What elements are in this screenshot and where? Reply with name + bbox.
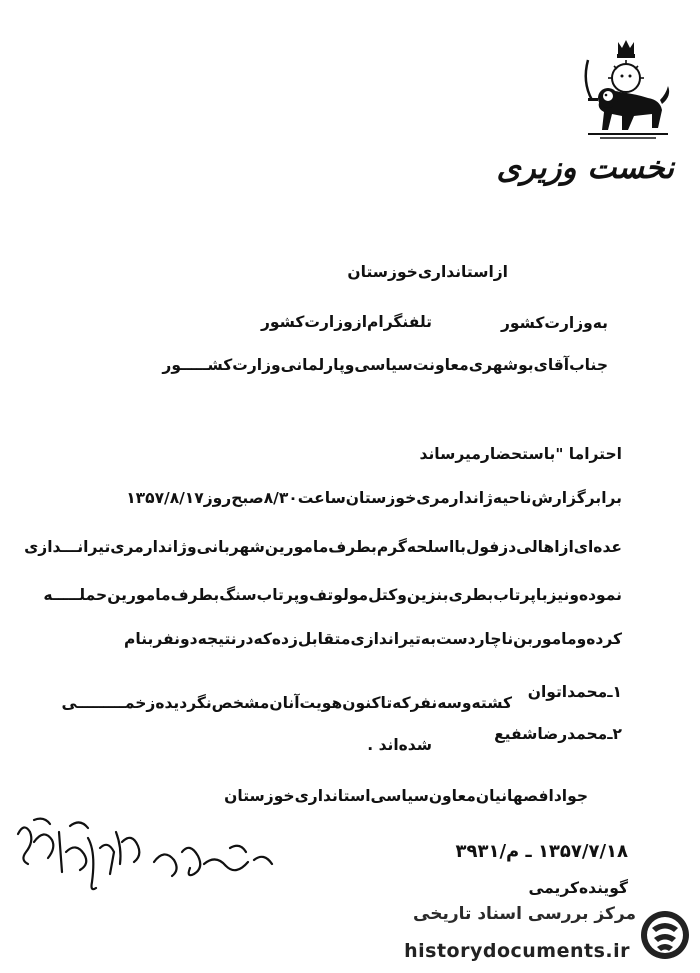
watermark-logo-icon xyxy=(638,908,692,962)
telegram-title: تلفنگرام‌ازوزارت‌کشور xyxy=(261,313,432,331)
recipient-line: جناب‌آقای‌بوشهری‌معاونت‌سیاسی‌وپارلمانی‌وزارت‌کشـــــور xyxy=(162,356,608,374)
watermark-url: historydocuments.ir xyxy=(404,940,630,962)
lion-and-sun-emblem xyxy=(578,38,674,142)
paragraph-line-1: برابرگزارش‌ناحیه‌ژاندارمری‌خوزستان‌ساعت‌۸/۳۰صبح‌روز۱۳۵۷/۸/۱۷ xyxy=(126,489,622,507)
speaker-line: گوینده‌کریمی xyxy=(528,879,628,897)
to-line: به‌وزارت‌کشور xyxy=(500,314,608,332)
paragraph-line-5: کشته‌وسه‌نفرکه‌تاکنون‌هویت‌آنان‌مشخص‌نگردیده‌زخمـــــــــی xyxy=(61,694,512,712)
signatory-line: جوادافصهانیان‌معاون‌سیاسی‌استانداری‌خوزستان xyxy=(224,787,588,805)
from-line: ازاستانداری‌خوزستان xyxy=(347,263,508,281)
name-item-1: ۱ـ‌محمداتوان xyxy=(527,683,622,701)
reference-number: ۱۳۵۷/۷/۱۸ ـ م/۳۹۳۱ xyxy=(455,841,628,862)
watermark-org-name: مرکز بررسی اسناد تاریخی xyxy=(413,904,636,924)
letterhead-script: نخست وزیری xyxy=(496,150,674,186)
paragraph-line-3: نموده‌ونیزباپرتاب‌بطری‌بنزین‌وکتل‌مولوتف‌وپرتاب‌سنگ‌بطرف‌مامورین‌حملـــــه xyxy=(43,586,622,604)
paragraph-line-4: کرده‌وماموربن‌ناچاردست‌به‌تیراندازی‌متقابل‌زده‌که‌درنتیجه‌دونفربنام xyxy=(124,630,622,648)
paragraph-line-2: عده‌ای‌ازاهالی‌دزفول‌بااسلحه‌گرم‌بطرف‌مامورین‌شهربانی‌وژاندارمری‌تیرانـــدازی xyxy=(24,538,622,556)
greeting: احتراما "باستحضارمیرساند xyxy=(419,445,622,463)
paragraph-line-6: شده‌اند . xyxy=(367,736,432,754)
name-item-2: ۲ـ‌محمدرضاشفیع xyxy=(494,725,622,743)
handwritten-annotation xyxy=(4,812,304,912)
